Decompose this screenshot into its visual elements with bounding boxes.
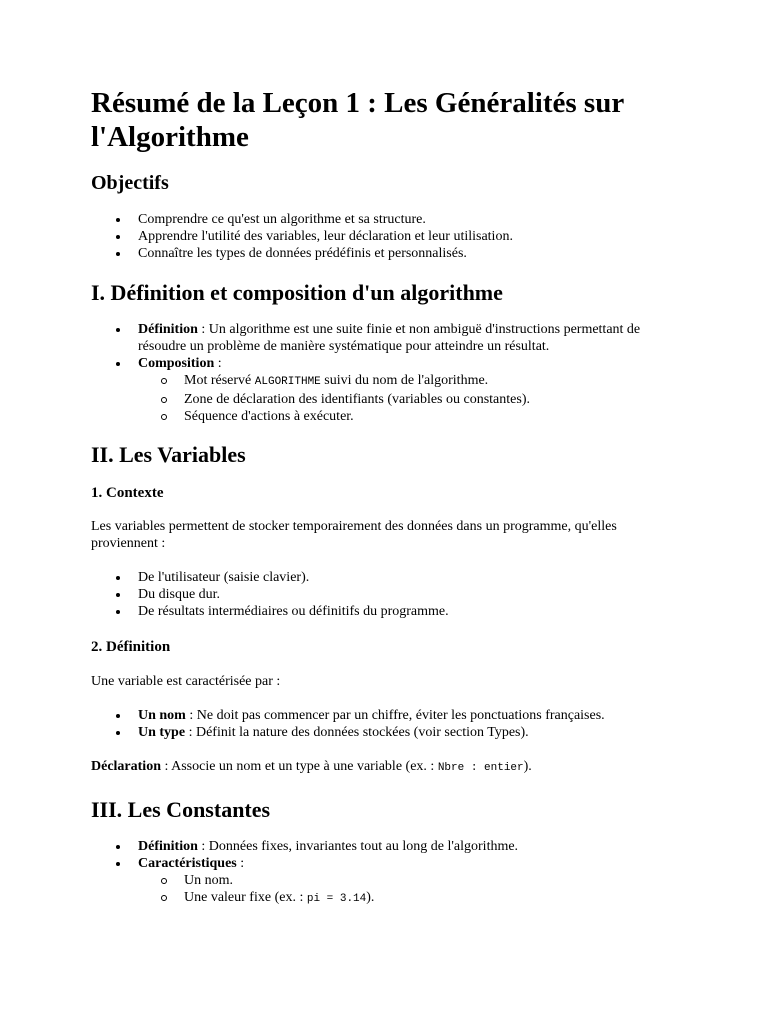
composition-item [91,355,691,425]
contexte-intro: Les variables permettent de stocker temporairement des données dans un programme, qu'elles proviennent : [91,519,617,551]
sub-item-text: suivi du nom de l'algorithme. [320,373,489,388]
declaration-code: Nbre : entier [437,762,524,774]
definition-heading: 2. Définition [91,639,171,655]
sub-list-item [91,889,691,908]
page-title: Résumé de la Leçon 1 : Les Généralités sur l'Algorithme [91,87,624,153]
composition-label: Composition [138,356,215,371]
composition-suffix: : [214,356,222,371]
list-item: Apprendre l'utilité des variables, leur déclaration et leur utilisation. [91,228,691,245]
objectifs-heading: Objectifs [91,172,169,194]
caracteristiques-suffix: : [236,856,245,871]
composition-sublist [91,372,691,425]
section-3-list [91,838,691,908]
sub-list-item [91,372,691,391]
variable-traits-list [91,707,691,741]
sub-item-text: Une valeur fixe (ex. : [184,890,307,905]
list-item: Comprendre ce qu'est un algorithme et sa structure. [91,211,691,228]
list-item: De l'utilisateur (saisie clavier). [91,569,691,586]
objectifs-list [91,211,691,262]
definition-label: Définition [138,322,198,337]
caracteristiques-item [91,855,691,908]
list-item: Du disque dur. [91,586,691,603]
declaration-text: : Associe un nom et un type à une variable (ex. : [160,759,438,774]
sub-list-item: Zone de déclaration des identifiants (variables ou constantes). [91,391,691,408]
constante-definition-item [91,838,691,855]
document-page [91,86,691,908]
section-1-list [91,321,691,425]
type-text: : Définit la nature des données stockées (voir section Types). [185,725,529,740]
type-item [91,724,691,741]
list-item: De résultats intermédiaires ou définitifs du programme. [91,603,691,620]
declaration-label: Déclaration [91,759,161,774]
section-3-heading: III. Les Constantes [91,797,271,822]
list-item: Connaître les types de données prédéfinis et personnalisés. [91,245,691,262]
nom-label: Un nom [138,708,186,723]
nom-item [91,707,691,724]
constante-definition-label: Définition [138,839,198,854]
definition-item [91,321,691,355]
sub-list-item: Un nom. [91,872,691,889]
sub-item-text: ). [366,890,375,905]
caracteristiques-sublist [91,872,691,908]
contexte-list [91,569,691,620]
type-label: Un type [138,725,186,740]
definition-intro: Une variable est caractérisée par : [91,674,281,689]
section-1-heading: I. Définition et composition d'un algorithme [91,280,503,305]
keyword-code: ALGORITHME [254,376,321,388]
sub-item-text: Mot réservé [184,373,255,388]
declaration-text-end: ). [523,759,532,774]
definition-text: : Un algorithme est une suite finie et non ambiguë d'instructions permettant de résoudre un problème de manière systématique pour atteindre un résultat. [138,322,641,354]
constant-code: pi = 3.14 [306,893,367,905]
caracteristiques-label: Caractéristiques [138,856,237,871]
nom-text: : Ne doit pas commencer par un chiffre, éviter les ponctuations françaises. [185,708,605,723]
constante-definition-text: : Données fixes, invariantes tout au long de l'algorithme. [197,839,519,854]
declaration-paragraph [91,758,691,777]
sub-list-item: Séquence d'actions à exécuter. [91,408,691,425]
contexte-heading: 1. Contexte [91,485,164,501]
section-2-heading: II. Les Variables [91,442,246,467]
